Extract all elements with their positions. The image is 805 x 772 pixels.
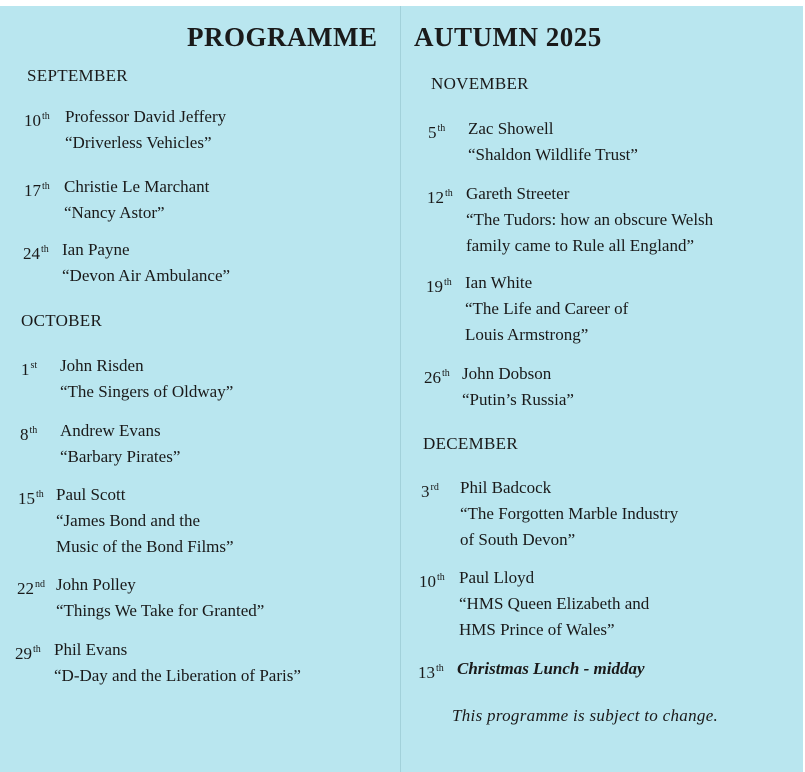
fold-line <box>400 6 401 772</box>
event-date: 15th <box>18 489 44 508</box>
event-date: 3rd <box>421 482 439 501</box>
event-talk: “Putin’s Russia” <box>462 390 574 409</box>
event-talk: “Nancy Astor” <box>64 203 165 222</box>
event-date: 26th <box>424 368 450 387</box>
event-date: 5th <box>428 123 446 142</box>
event-date: 10th <box>419 572 445 591</box>
event-date: 17th <box>24 181 50 200</box>
event-date: 24th <box>23 244 49 263</box>
event-speaker: Paul Lloyd <box>459 568 535 587</box>
event-date: 10th <box>24 111 50 130</box>
event-speaker: John Polley <box>56 575 136 594</box>
event-date: 12th <box>427 188 453 207</box>
event-talk: “Driverless Vehicles” <box>65 133 212 152</box>
event-speaker: Phil Badcock <box>460 478 552 497</box>
event-speaker: Ian Payne <box>62 240 130 259</box>
event-talk: “D-Day and the Liberation of Paris” <box>54 666 301 685</box>
event-speaker: Phil Evans <box>54 640 128 659</box>
event-speaker: John Dobson <box>462 364 552 383</box>
event-date: 13th <box>418 663 444 682</box>
month-heading-september: SEPTEMBER <box>27 66 128 85</box>
event-date: 19th <box>426 277 452 296</box>
event-date: 29th <box>15 644 41 663</box>
month-heading-november: NOVEMBER <box>431 74 529 93</box>
event-speaker: Zac Showell <box>468 119 554 138</box>
event-speaker: Paul Scott <box>56 485 126 504</box>
event-speaker: Professor David Jeffery <box>65 107 227 126</box>
event-speaker: Christmas Lunch - midday <box>457 659 645 678</box>
event-speaker: John Risden <box>60 356 144 375</box>
footer-note: This programme is subject to change. <box>452 706 719 725</box>
event-speaker: Christie Le Marchant <box>64 177 210 196</box>
event-talk: “The Singers of Oldway” <box>60 382 234 401</box>
month-heading-october: OCTOBER <box>21 311 103 330</box>
season-title: AUTUMN 2025 <box>414 22 602 52</box>
event-talk: “James Bond and the Music of the Bond Films” <box>56 511 234 556</box>
event-speaker: Ian White <box>465 273 533 292</box>
event-talk: “Devon Air Ambulance” <box>62 266 231 285</box>
event-talk: “The Tudors: how an obscure Welsh family came to Rule all England” <box>466 210 714 255</box>
month-heading-december: DECEMBER <box>423 434 518 453</box>
event-date: 8th <box>20 425 38 444</box>
event-talk: “Barbary Pirates” <box>60 447 181 466</box>
event-speaker: Gareth Streeter <box>466 184 570 203</box>
event-date: 1st <box>21 360 38 379</box>
programme-sheet <box>0 6 803 772</box>
event-talk: “Things We Take for Granted” <box>56 601 265 620</box>
event-talk: “HMS Queen Elizabeth and HMS Prince of Wales” <box>459 594 650 639</box>
event-talk: “Shaldon Wildlife Trust” <box>468 145 638 164</box>
event-speaker: Andrew Evans <box>60 421 161 440</box>
event-talk: “The Forgotten Marble Industry of South Devon” <box>460 504 679 549</box>
event-talk: “The Life and Career of Louis Armstrong” <box>465 299 629 344</box>
event-date: 22nd <box>17 579 45 598</box>
programme-title: PROGRAMME <box>187 22 378 52</box>
